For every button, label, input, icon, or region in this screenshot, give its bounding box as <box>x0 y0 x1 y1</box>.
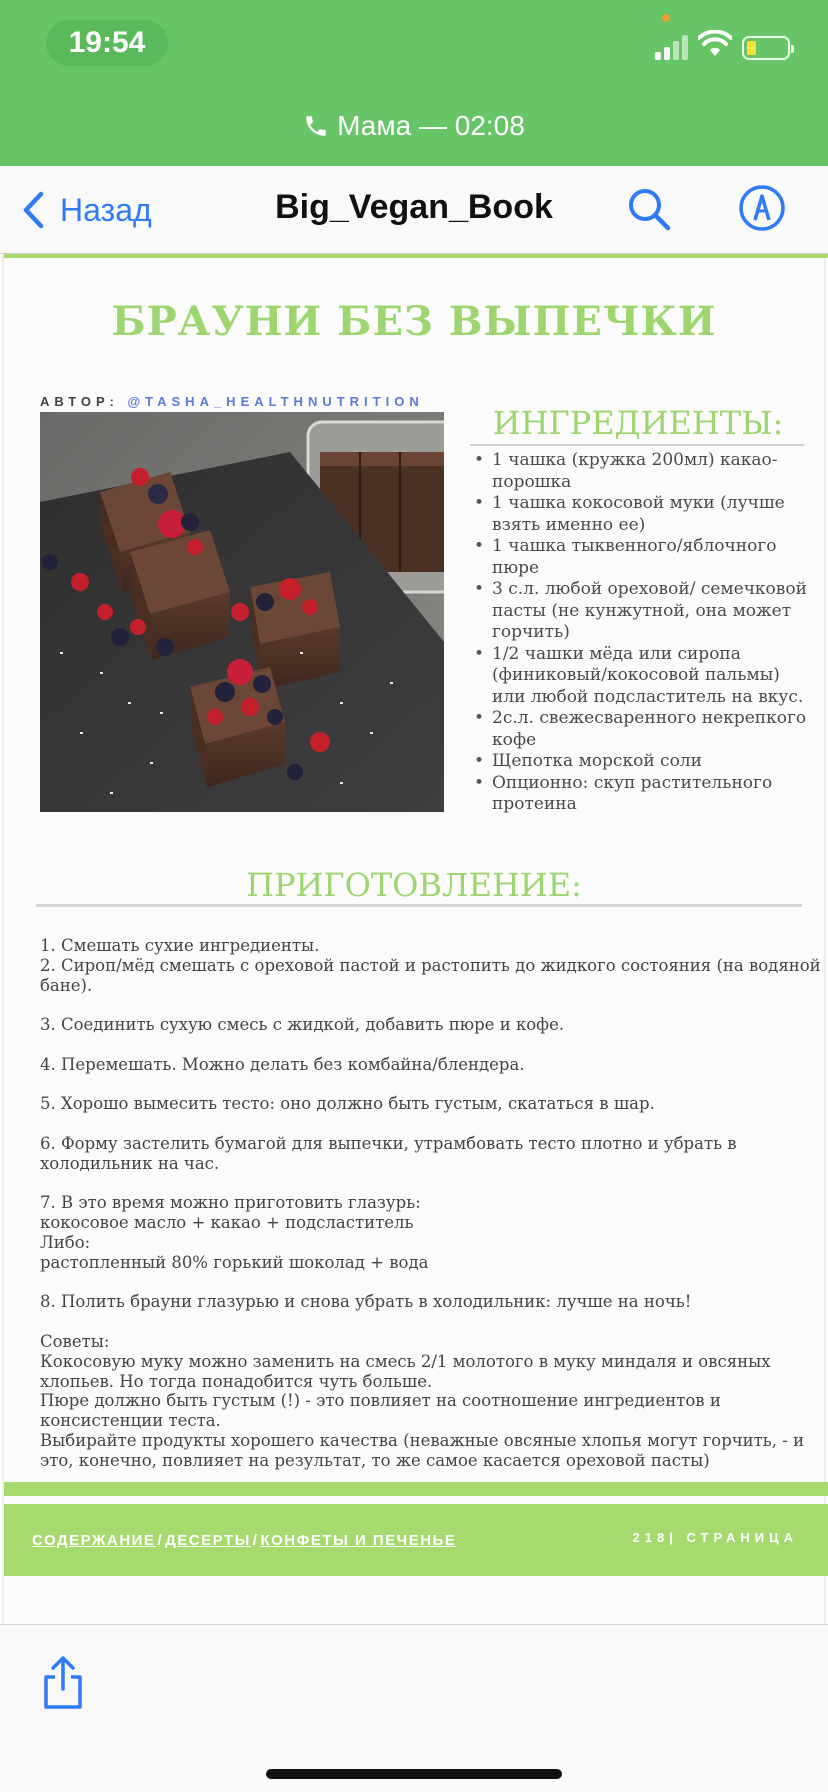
wifi-icon <box>698 30 732 58</box>
recipe-title: БРАУНИ БЕЗ ВЫПЕЧКИ <box>111 298 717 345</box>
breadcrumb-separator: / <box>157 1532 164 1549</box>
method-line: 4. Перемешать. Можно делать без комбайна/блендера. <box>40 1054 525 1074</box>
method-line: Либо: <box>40 1232 91 1252</box>
page-number: 218| СТРАНИЦА <box>632 1530 798 1545</box>
status-bar <box>0 0 828 166</box>
cellular-signal-icon <box>655 34 689 60</box>
active-call-banner[interactable] <box>0 110 828 142</box>
breadcrumb-desserts-link[interactable]: ДЕСЕРТЫ <box>165 1532 251 1549</box>
page-top-strip <box>4 254 828 258</box>
author-prefix: АВТОР: <box>40 394 119 409</box>
breadcrumb-contents-link[interactable]: СОДЕРЖАНИЕ <box>32 1532 156 1549</box>
tip-line: хлопьев. Но тогда понадобится чуть больше. <box>40 1371 433 1391</box>
tip-line: Выбирайте продукты хорошего качества (неважные овсяные хлопья могут горчить, - и <box>40 1430 805 1450</box>
ingredient-item: • Опционно: скуп растительного протеина <box>474 773 814 816</box>
ingredient-item: • 1 чашка кокосовой муки (лучше взять именно ее) <box>474 493 814 536</box>
page-number-label: СТРАНИЦА <box>686 1530 798 1545</box>
page-separator-band <box>4 1482 828 1496</box>
breadcrumb <box>32 1532 456 1549</box>
share-icon[interactable] <box>40 1655 86 1711</box>
method-heading: ПРИГОТОВЛЕНИЕ: <box>246 866 582 904</box>
chevron-left-icon <box>22 191 44 229</box>
breadcrumb-separator: / <box>252 1532 259 1549</box>
ingredient-item: • 1 чашка (кружка 200мл) какао-порошка <box>474 450 814 493</box>
page-footer <box>4 1504 828 1576</box>
privacy-indicator-dot <box>662 14 670 22</box>
method-line: растопленный 80% горький шоколад + вода <box>40 1252 429 1272</box>
ingredients-heading: ИНГРЕДИЕНТЫ: <box>492 404 784 442</box>
ingredient-item: • 2с.л. свежесваренного некрепкого кофе <box>474 708 814 751</box>
method-line: 1. Смешать сухие ингредиенты. <box>40 936 320 955</box>
method-line: бане). <box>40 975 93 995</box>
method-steps <box>40 936 821 1471</box>
method-line: 5. Хорошо вымесить тесто: оно должно быть густым, скататься в шар. <box>40 1094 655 1114</box>
method-line: 8. Полить брауни глазурью и снова убрать в холодильник: лучше на ночь! <box>40 1292 692 1312</box>
method-line: 7. В это время можно приготовить глазурь: <box>40 1193 421 1213</box>
ingredient-item: • 1/2 чашки мёда или сиропа (финиковый/кокосовой пальмы) или любой подсластитель на вкус. <box>474 644 814 709</box>
method-line: 2. Сироп/мёд смешать с ореховой пастой и растопить до жидкого состояния (на водяной <box>40 955 821 975</box>
search-icon[interactable] <box>626 186 672 232</box>
method-divider <box>36 904 802 907</box>
status-time: 19:54 <box>46 20 168 66</box>
back-button-label: Назад <box>60 191 152 228</box>
navigation-bar <box>0 166 828 254</box>
ingredient-item: • 1 чашка тыквенного/яблочного пюре <box>474 536 814 579</box>
call-banner-text: Мама — 02:08 <box>337 110 525 141</box>
tips-heading: Советы: <box>40 1331 110 1351</box>
method-line: кокосовое масло + какао + подсластитель <box>40 1213 414 1233</box>
document-title: Big_Vegan_Book <box>275 188 553 226</box>
breadcrumb-candies-link[interactable]: КОНФЕТЫ И ПЕЧЕНЬЕ <box>260 1532 457 1549</box>
back-button[interactable] <box>22 186 152 234</box>
author-credit <box>40 394 424 409</box>
phone-icon <box>303 113 329 139</box>
document-page[interactable] <box>2 254 826 1624</box>
page-number-value: 218 <box>632 1530 670 1545</box>
method-line: 6. Форму застелить бумагой для выпечки, утрамбовать тесто плотно и убрать в <box>40 1133 737 1153</box>
author-handle[interactable]: @TASHA_HEALTHNUTRITION <box>127 394 424 409</box>
method-line: холодильник на час. <box>40 1153 220 1173</box>
method-line: 3. Соединить сухую смесь с жидкой, добавить пюре и кофе. <box>40 1015 565 1035</box>
battery-icon <box>742 36 790 60</box>
ingredient-item: • Щепотка морской соли <box>474 751 814 773</box>
ingredients-list <box>474 450 814 816</box>
bottom-toolbar <box>0 1624 828 1792</box>
ingredient-item: • 3 с.л. любой ореховой/ семечковой пасты (не кунжутной, она может горчить) <box>474 579 814 644</box>
tip-line: это, конечно, повлияет на результат, то же самое касается ореховой пасты) <box>40 1450 710 1470</box>
tip-line: Кокосовую муку можно заменить на смесь 2/1 молотого в муку миндаля и овсяных <box>40 1351 771 1371</box>
brownie-photo <box>40 412 444 812</box>
home-indicator[interactable] <box>266 1769 562 1779</box>
tip-line: Пюре должно быть густым (!) - это повлияет на соотношение ингредиентов и <box>40 1391 721 1411</box>
tip-line: консистенции теста. <box>40 1411 221 1431</box>
markup-icon[interactable] <box>738 184 786 232</box>
ingredients-divider <box>470 444 804 446</box>
